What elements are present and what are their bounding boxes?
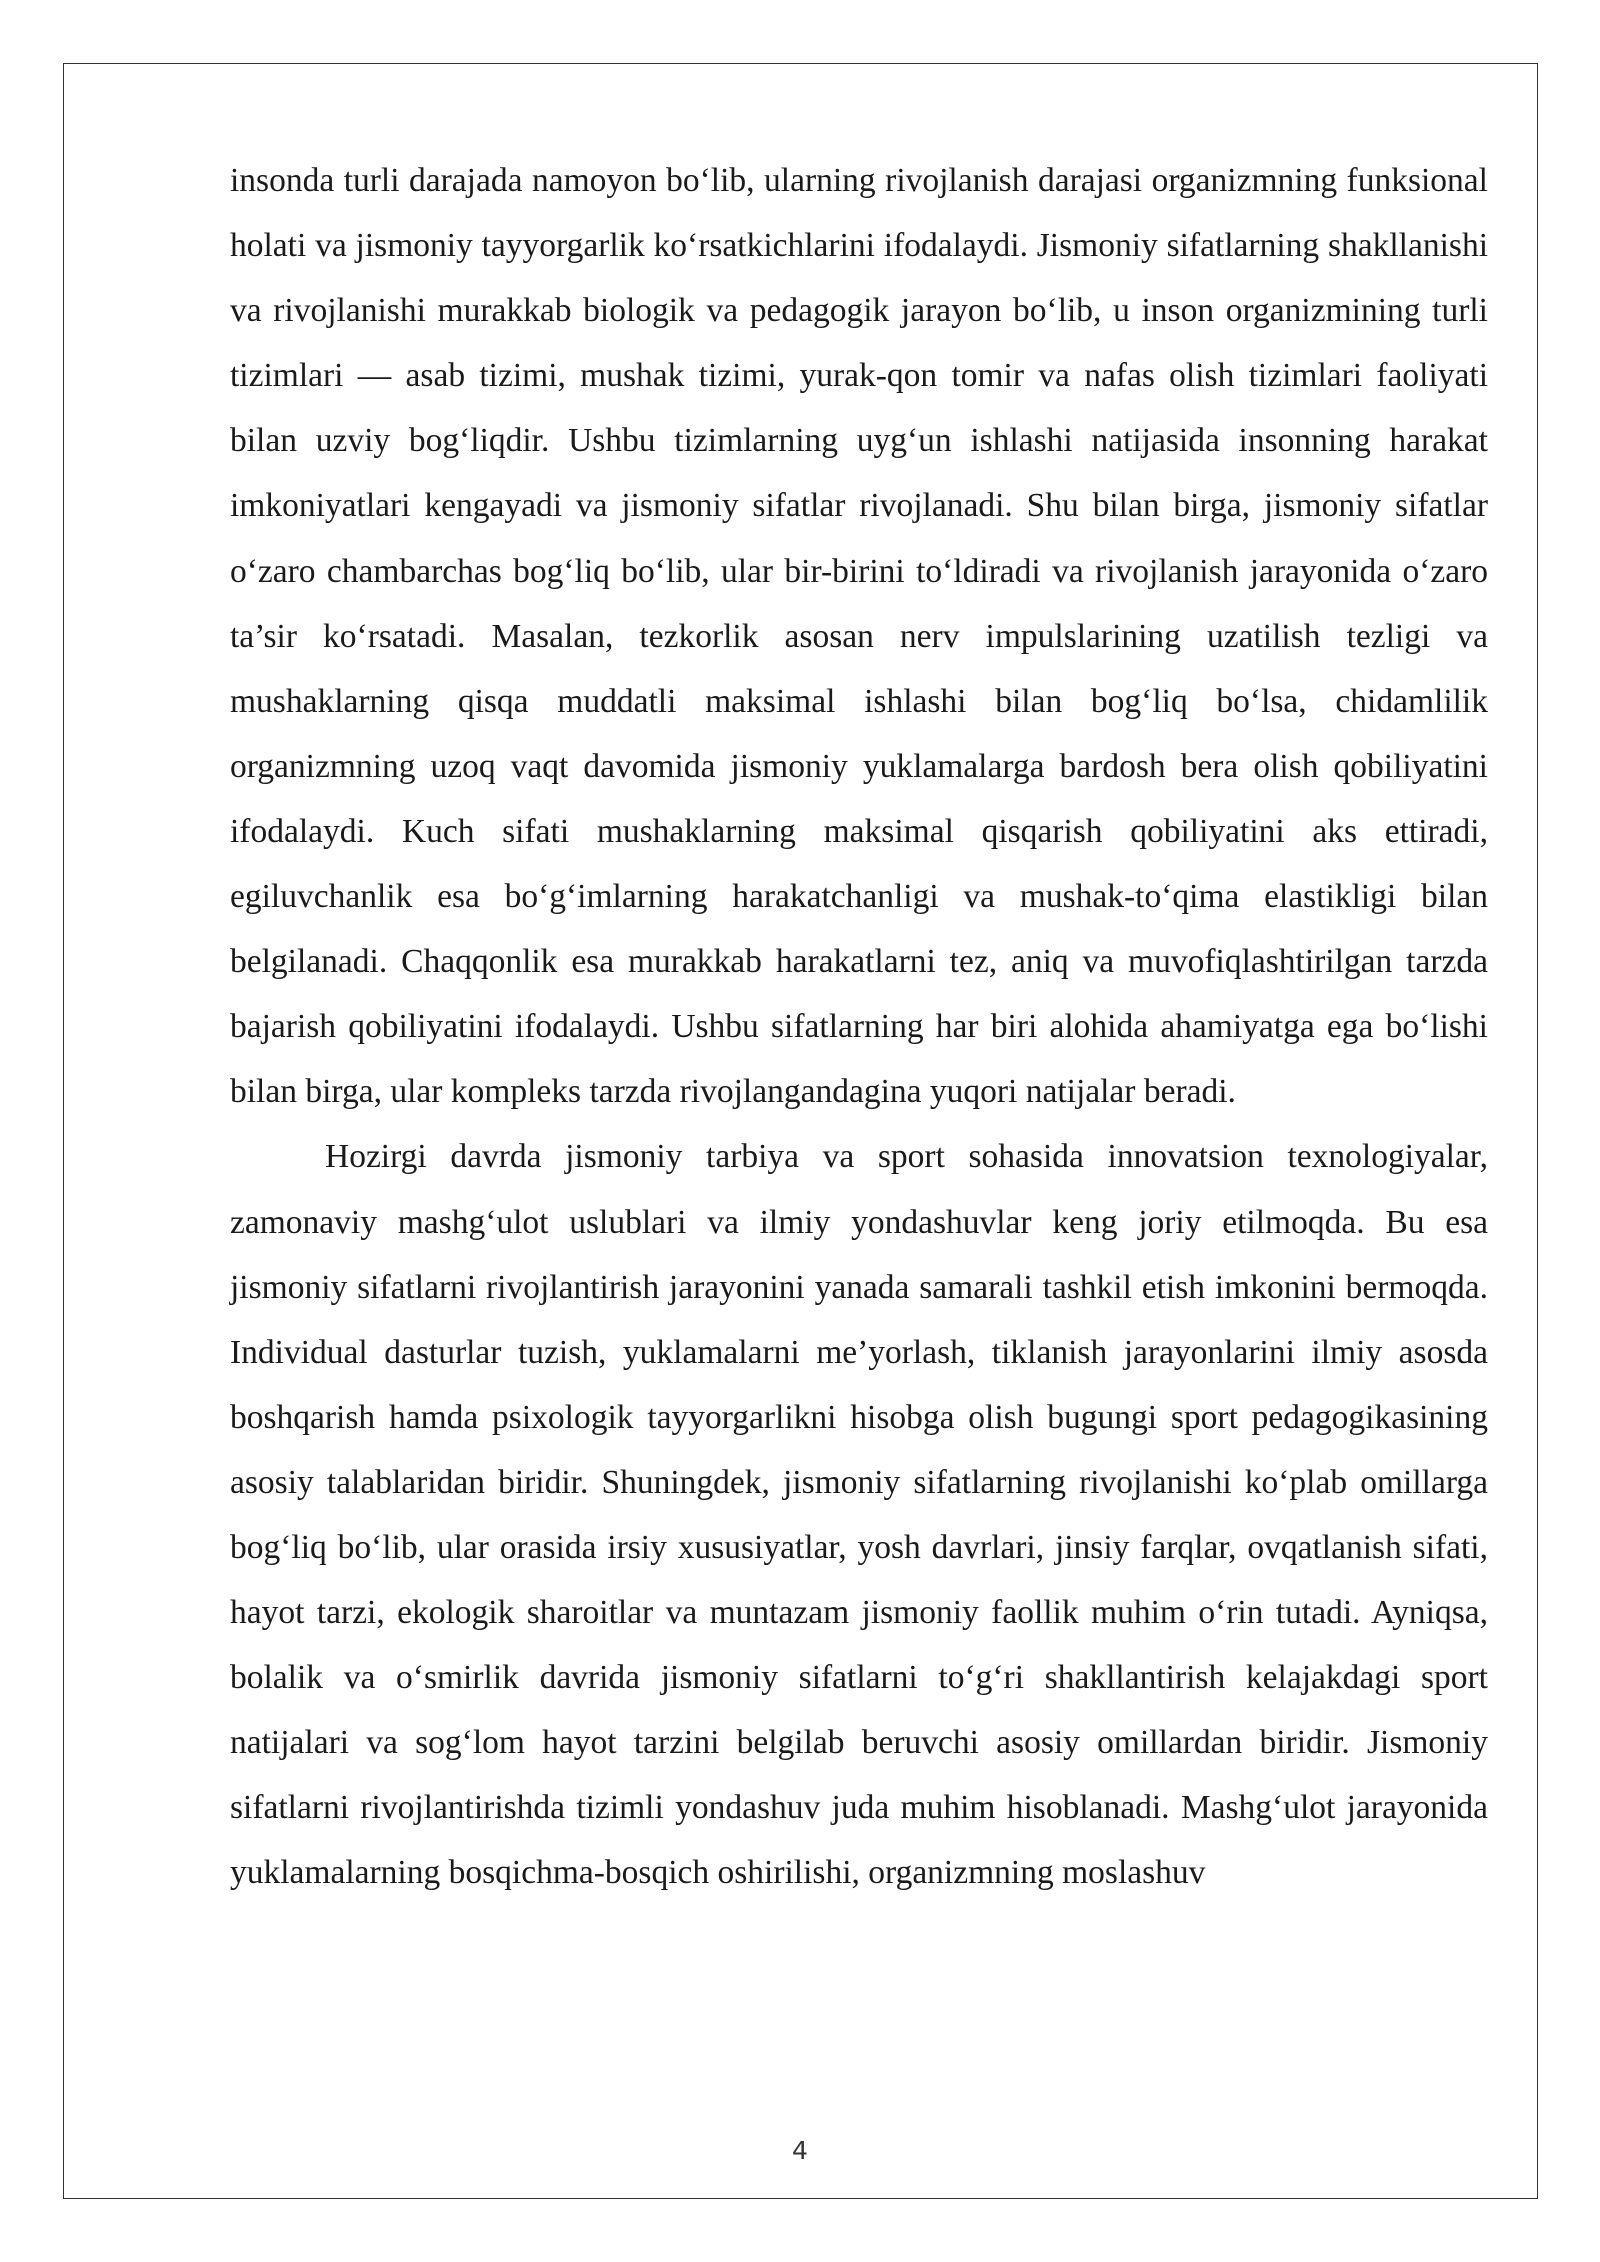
body-paragraph: insonda turli darajada namoyon bo‘lib, ularning rivojlanish darajasi organizmning funksional holati va jismoniy tayyorgarlik ko‘rsatkichlarini ifodalaydi. Jismoniy sifatlarning shakllanishi va rivojlanishi murakkab biologik va pedagogik jarayon bo‘lib, u inson organizmining turli tizimlari — asab tizimi, mushak tizimi, yurak-qon tomir va nafas olish tizimlari faoliyati bilan uzviy bog‘liqdir. Ushbu tizimlarning uyg‘un ishlashi natijasida insonning harakat imkoniyatlari kengayadi va jismoniy sifatlar rivojlanadi. Shu bilan birga, jismoniy sifatlar o‘zaro chambarchas bog‘liq bo‘lib, ular bir-birini to‘ldiradi va rivojlanish jarayonida o‘zaro ta’sir ko‘rsatadi. Masalan, tezkorlik asosan nerv impulslarining uzatilish tezligi va mushaklarning qisqa muddatli maksimal ishlashi bilan bog‘liq bo‘lsa, chidamlilik organizmning uzoq vaqt davomida jismoniy yuklamalarga bardosh bera olish qobiliyatini ifodalaydi. Kuch sifati mushaklarning maksimal qisqarish qobiliyatini aks ettiradi, egiluvchanlik esa bo‘g‘imlarning harakatchanligi va mushak-to‘qima elastikligi bilan belgilanadi. Chaqqonlik esa murakkab harakatlarni tez, aniq va muvofiqlashtirilgan tarzda bajarish qobiliyatini ifodalaydi. Ushbu sifatlarning har biri alohida ahamiyatga ega bo‘lishi bilan birga, ular kompleks tarzda rivojlangandagina yuqori natijalar beradi. [230,162,1488,1111]
body-paragraph: Hozirgi davrda jismoniy tarbiya va sport sohasida innovatsion texnologiyalar, zamonaviy mashg‘ulot uslublari va ilmiy yondashuvlar keng joriy etilmoqda. Bu esa jismoniy sifatlarni rivojlantirish jarayonini yanada samarali tashkil etish imkonini bermoqda. Individual dasturlar tuzish, yuklamalarni me’yorlash, tiklanish jarayonlarini ilmiy asosda boshqarish hamda psixologik tayyorgarlikni hisobga olish bugungi sport pedagogikasining asosiy talablaridan biridir. Shuningdek, jismoniy sifatlarning rivojlanishi ko‘plab omillarga bog‘liq bo‘lib, ular orasida irsiy xususiyatlar, yosh davrlari, jinsiy farqlar, ovqatlanish sifati, hayot tarzi, ekologik sharoitlar va muntazam jismoniy faollik muhim o‘rin tutadi. Ayniqsa, bolalik va o‘smirlik davrida jismoniy sifatlarni to‘g‘ri shakllantirish kelajakdagi sport natijalari va sog‘lom hayot tarzini belgilab beruvchi asosiy omillardan biridir. Jismoniy sifatlarni rivojlantirishda tizimli yondashuv juda muhim hisoblanadi. Mashg‘ulot jarayonida yuklamalarning bosqichma-bosqich oshirilishi, organizmning moslashuv [230,1138,1488,1892]
page-number: 4 [792,2136,808,2165]
document-body [230,148,1488,1906]
